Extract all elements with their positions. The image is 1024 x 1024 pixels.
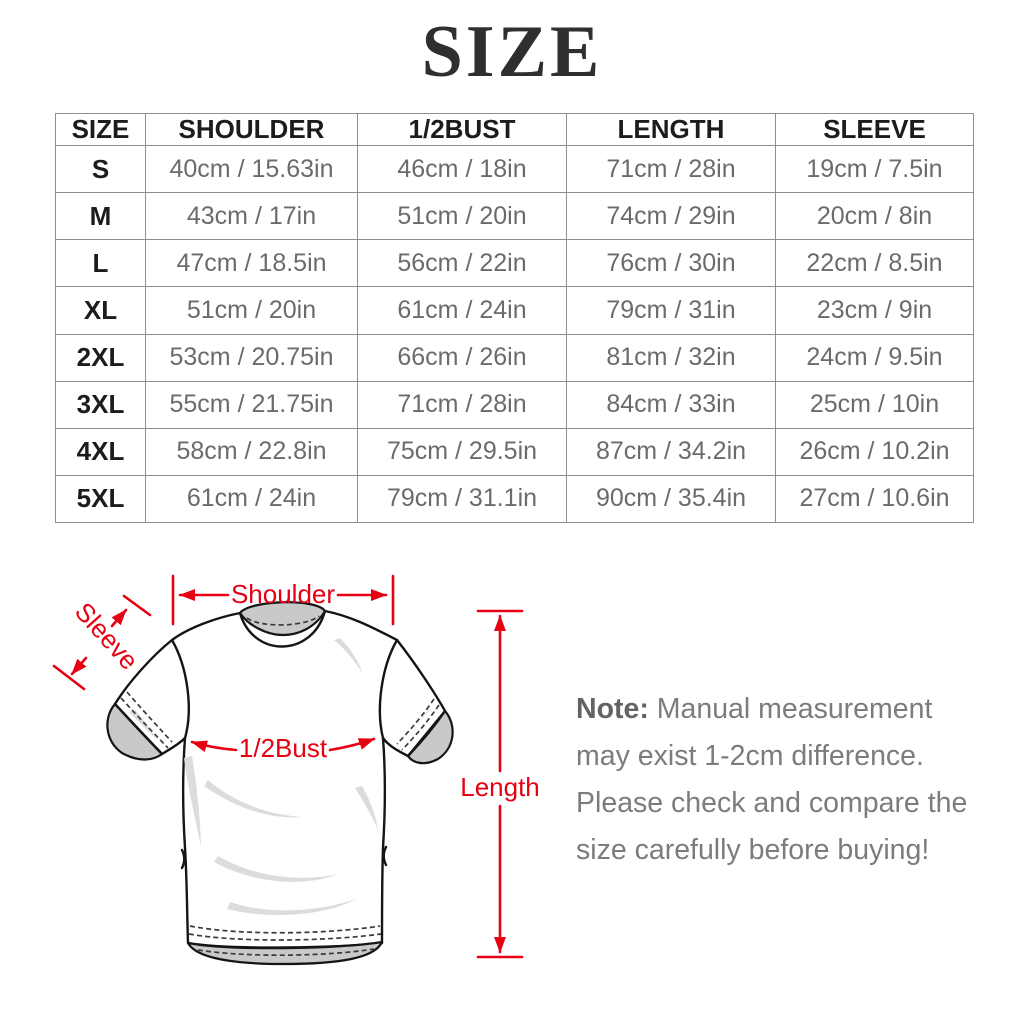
measurement-cell: 61cm / 24in — [146, 475, 358, 522]
measurement-cell: 90cm / 35.4in — [567, 475, 776, 522]
length-measure — [460, 611, 540, 957]
note-body: Manual measurement may exist 1-2cm difference. Please check and compare the size carefully before buying! — [576, 693, 968, 866]
size-label-cell: L — [56, 240, 146, 287]
measurement-cell: 84cm / 33in — [567, 381, 776, 428]
measurement-cell: 76cm / 30in — [567, 240, 776, 287]
measurement-cell: 61cm / 24in — [358, 287, 567, 334]
size-label-cell: XL — [56, 287, 146, 334]
measurement-cell: 74cm / 29in — [567, 193, 776, 240]
tshirt-illustration — [107, 602, 452, 964]
header-sleeve: SLEEVE — [776, 114, 974, 146]
page-title: SIZE — [421, 11, 603, 93]
table-row — [56, 428, 974, 475]
header-length: LENGTH — [567, 114, 776, 146]
note-text — [576, 686, 994, 874]
measurement-cell: 40cm / 15.63in — [146, 146, 358, 193]
size-label-cell: M — [56, 193, 146, 240]
note-label: Note: — [576, 693, 649, 725]
header-bust: 1/2BUST — [358, 114, 567, 146]
size-chart-table — [55, 113, 974, 523]
sleeve-label: Sleeve — [68, 596, 145, 676]
table-row — [56, 287, 974, 334]
measurement-cell: 71cm / 28in — [567, 146, 776, 193]
measurement-cell: 47cm / 18.5in — [146, 240, 358, 287]
size-label-cell: 2XL — [56, 334, 146, 381]
table-header-row — [56, 114, 974, 146]
measurement-cell: 24cm / 9.5in — [776, 334, 974, 381]
table-row — [56, 334, 974, 381]
table-row — [56, 240, 974, 287]
measurement-cell: 51cm / 20in — [146, 287, 358, 334]
measurement-cell: 55cm / 21.75in — [146, 381, 358, 428]
measurement-cell: 66cm / 26in — [358, 334, 567, 381]
length-label: Length — [460, 772, 540, 802]
table-row — [56, 146, 974, 193]
header-size: SIZE — [56, 114, 146, 146]
size-label-cell: S — [56, 146, 146, 193]
measurement-cell: 71cm / 28in — [358, 381, 567, 428]
measurement-cell: 75cm / 29.5in — [358, 428, 567, 475]
measurement-cell: 22cm / 8.5in — [776, 240, 974, 287]
measurement-cell: 23cm / 9in — [776, 287, 974, 334]
measurement-cell: 43cm / 17in — [146, 193, 358, 240]
size-label-cell: 5XL — [56, 475, 146, 522]
shoulder-label: Shoulder — [230, 579, 336, 609]
table-row — [56, 193, 974, 240]
size-table-body — [56, 146, 974, 523]
measurement-cell: 56cm / 22in — [358, 240, 567, 287]
tshirt-measurement-diagram — [40, 558, 580, 1024]
size-label-cell: 3XL — [56, 381, 146, 428]
size-label-cell: 4XL — [56, 428, 146, 475]
measurement-cell: 87cm / 34.2in — [567, 428, 776, 475]
table-row — [56, 381, 974, 428]
measurement-cell: 26cm / 10.2in — [776, 428, 974, 475]
measurement-cell: 81cm / 32in — [567, 334, 776, 381]
bust-label: 1/2Bust — [238, 733, 328, 763]
measurement-cell: 19cm / 7.5in — [776, 146, 974, 193]
measurement-cell: 79cm / 31in — [567, 287, 776, 334]
measurement-cell: 20cm / 8in — [776, 193, 974, 240]
measurement-cell: 25cm / 10in — [776, 381, 974, 428]
table-row — [56, 475, 974, 522]
measurement-cell: 53cm / 20.75in — [146, 334, 358, 381]
measurement-cell: 27cm / 10.6in — [776, 475, 974, 522]
measurement-cell: 46cm / 18in — [358, 146, 567, 193]
measurement-cell: 58cm / 22.8in — [146, 428, 358, 475]
header-shoulder: SHOULDER — [146, 114, 358, 146]
measurement-cell: 79cm / 31.1in — [358, 475, 567, 522]
measurement-cell: 51cm / 20in — [358, 193, 567, 240]
